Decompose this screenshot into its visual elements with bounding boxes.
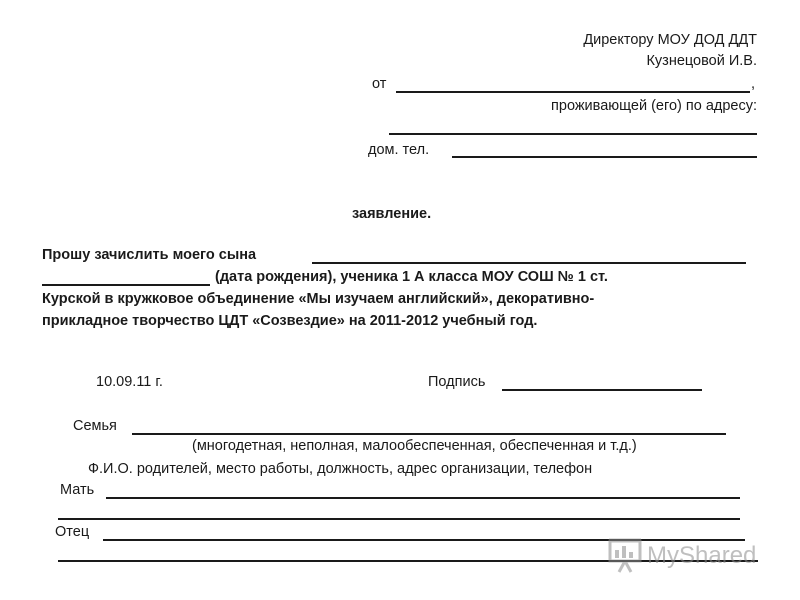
mother-label: Мать [60,482,95,498]
parents-info-hint: Ф.И.О. родителей, место работы, должность, адрес организации, телефон [88,461,593,477]
signature-blank-line [502,389,702,391]
family-blank-line [132,433,726,435]
watermark-text: MyShared [647,542,757,569]
mother-blank-line [106,497,740,499]
document-title: заявление. [352,206,432,222]
application-date: 10.09.11 г. [96,374,163,390]
family-label: Семья [73,418,117,434]
body-line-1: Прошу зачислить моего сына [42,247,257,263]
home-phone-blank-line [452,156,757,158]
from-label: от [372,76,387,92]
from-blank-line [396,91,750,93]
birthdate-blank-line [42,284,210,286]
addressee-line-1: Директору МОУ ДОД ДДТ [583,32,757,48]
body-line-4: прикладное творчество ЦДТ «Созвездие» на 2011-2012 учебный год. [42,313,538,329]
body-line-3: Курской в кружковое объединение «Мы изучаем английский», декоративно- [42,291,595,307]
residing-label: проживающей (его) по адресу: [551,98,757,114]
body-line-2: (дата рождения), ученика 1 А класса МОУ СОШ № 1 ст. [215,269,608,285]
signature-label: Подпись [428,374,486,390]
addressee-line-2: Кузнецовой И.В. [646,53,757,69]
mother-extra-blank-line [58,518,740,520]
from-trailing-comma: , [751,76,756,92]
son-name-blank-line [312,262,746,264]
address-blank-line [389,133,757,135]
father-label: Отец [55,524,90,540]
family-options-hint: (многодетная, неполная, малообеспеченная, обеспеченная и т.д.) [192,438,637,454]
presentation-board-icon [607,536,643,574]
myshared-watermark [607,536,767,576]
home-phone-label: дом. тел. [368,142,430,158]
